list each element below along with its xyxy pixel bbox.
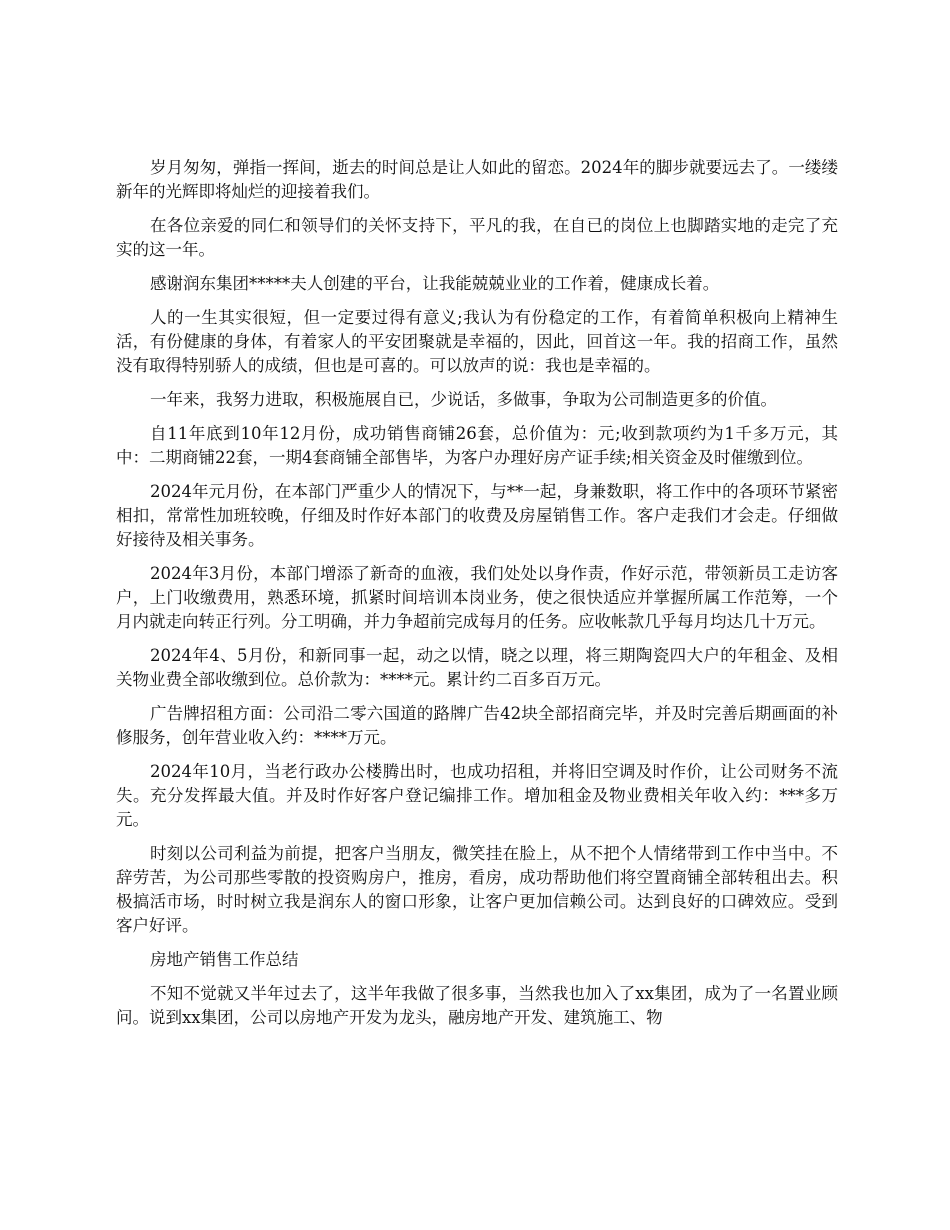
paragraph-4: 人的一生其实很短，但一定要过得有意义;我认为有份稳定的工作，有着简单积极向上精神生活，有份健康的身体，有着家人的平安团聚就是幸福的，因此，回首这一年。我的招商工作，虽然没有取得特别骄人的成绩，但也是可喜的。可以放声的说：我也是幸福的。 — [116, 308, 838, 375]
paragraph-2: 在各位亲爱的同仁和领导们的关怀支持下，平凡的我，在自已的岗位上也脚踏实地的走完了充实的这一年。 — [116, 216, 838, 259]
document-body — [116, 156, 838, 1040]
paragraph-9: 2024年4、5月份，和新同事一起，动之以情，晓之以理，将三期陶瓷四大户的年租金、及相关物业费全部收缴到位。总价款为：****元。累计约二百多百万元。 — [116, 646, 838, 689]
paragraph-1: 岁月匆匆，弹指一挥间，逝去的时间总是让人如此的留恋。2024年的脚步就要远去了。一缕缕新年的光辉即将灿烂的迎接着我们。 — [116, 158, 838, 201]
paragraph-5: 一年来，我努力进取，积极施展自已，少说话，多做事，争取为公司制造更多的价值。 — [150, 390, 777, 409]
paragraph-12: 时刻以公司利益为前提，把客户当朋友，微笑挂在脸上，从不把个人情绪带到工作中当中。不辞劳苦，为公司那些零散的投资购房户，推房，看房，成功帮助他们将空置商铺全部转租出去。积极搞活市场，时时树立我是润东人的窗口形象，让客户更加信赖公司。达到良好的口碑效应。受到客户好评。 — [116, 844, 838, 935]
paragraph-3: 感谢润东集团*****夫人创建的平台，让我能兢兢业业的工作着，健康成长着。 — [150, 274, 720, 293]
paragraph-11: 2024年10月，当老行政办公楼腾出时，也成功招租，并将旧空调及时作价，让公司财务不流失。充分发挥最大值。并及时作好客户登记编排工作。增加租金及物业费相关年收入约：***多万元。 — [116, 762, 838, 829]
paragraph-6: 自11年底到10年12月份，成功销售商铺26套，总价值为：元;收到款项约为1千多万元，其中：二期商铺22套，一期4套商铺全部售毕，为客户办理好房产证手续;相关资金及时催缴到位。 — [116, 424, 838, 467]
paragraph-8: 2024年3月份，本部门增添了新奇的血液，我们处处以身作责，作好示范，带领新员工走访客户，上门收缴费用，熟悉环境，抓紧时间培训本岗业务，使之很快适应并掌握所属工作范筹，一个月内就走向转正行列。分工明确，并力争超前完成每月的任务。应收帐款几乎每月均达几十万元。 — [116, 564, 838, 631]
paragraph-7: 2024年元月份，在本部门严重少人的情况下，与**一起，身兼数职，将工作中的各项环节紧密相扣，常常性加班较晚，仔细及时作好本部门的收费及房屋销售工作。客户走我们才会走。仔细做好接待及相关事务。 — [116, 482, 838, 549]
paragraph-13: 不知不觉就又半年过去了，这半年我做了很多事，当然我也加入了xx集团，成为了一名置业顾问。说到xx集团，公司以房地产开发为龙头，融房地产开发、建筑施工、物 — [116, 984, 838, 1027]
paragraph-10: 广告牌招租方面：公司沿二零六国道的路牌广告42块全部招商完毕，并及时完善后期画面的补修服务，创年营业收入约：****万元。 — [116, 704, 838, 747]
section-heading: 房地产销售工作总结 — [150, 950, 299, 969]
